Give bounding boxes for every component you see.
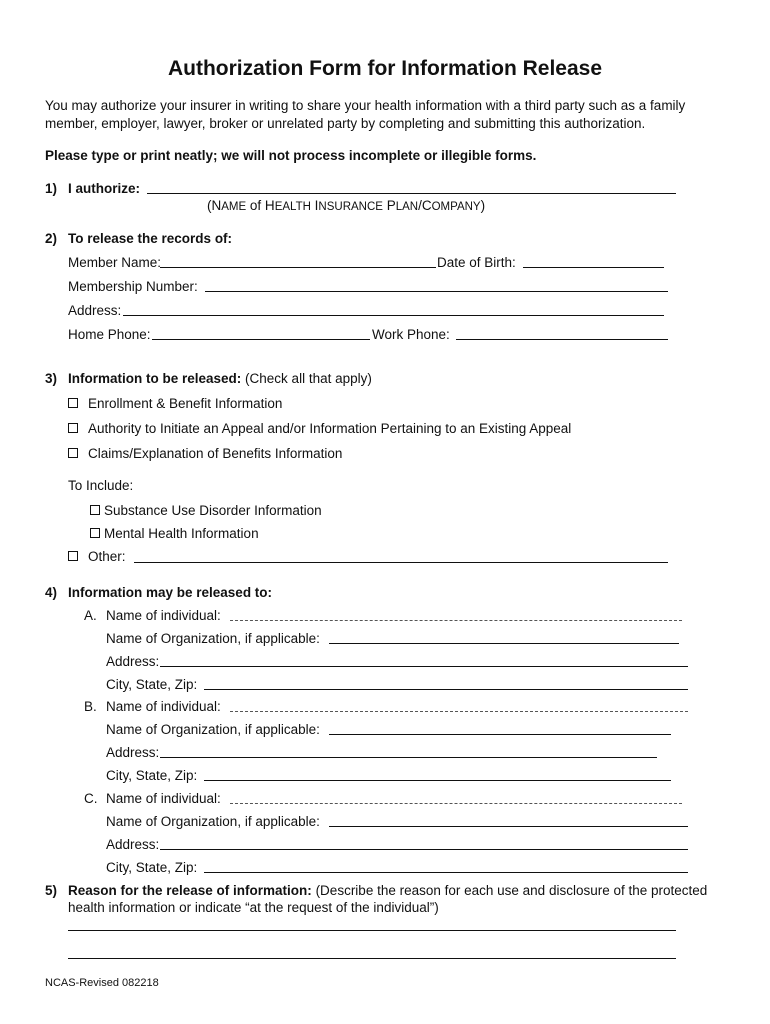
section2-heading: To release the records of: [68,231,233,246]
recipient-b-address-label: Address: [106,745,160,760]
section3-heading-line [68,371,372,386]
home-phone-label: Home Phone: [68,327,151,342]
recipient-b-name-field[interactable] [230,711,688,712]
recipient-c-address-field[interactable] [160,849,688,850]
option-appeal[interactable] [68,421,571,436]
checkbox[interactable] [68,448,78,458]
authorize-label: I authorize: [68,181,141,196]
recipient-c-name-field[interactable] [230,803,682,804]
checkbox[interactable] [68,551,78,561]
recipient-a-city-label: City, State, Zip: [106,677,198,692]
recipient-c-org-field[interactable] [329,826,688,827]
reason-field-1[interactable] [68,930,676,931]
section5-desc-2: health information or indicate “at the request of the individual”) [68,900,439,915]
recipient-b-letter: B. [84,699,97,714]
option-claims[interactable] [68,446,342,461]
checkbox[interactable] [68,423,78,433]
recipient-b-name-label: Name of individual: [106,699,221,714]
recipient-c-name-label: Name of individual: [106,791,221,806]
recipient-a-org-label: Name of Organization, if applicable: [106,631,320,646]
recipient-c-city-field[interactable] [204,872,688,873]
membership-number-field[interactable] [205,291,668,292]
recipient-b-city-label: City, State, Zip: [106,768,198,783]
section5-heading: Reason for the release of information: [68,883,312,898]
option-substance-use[interactable] [90,503,322,518]
recipient-b-address-field[interactable] [160,757,657,758]
member-address-label: Address: [68,303,122,318]
instruction-text: Please type or print neatly; we will not process incomplete or illegible forms. [45,148,537,163]
option-label: Enrollment & Benefit Information [88,396,283,411]
intro-text: You may authorize your insurer in writing to share your health information with a third party such as a family member, employer, lawyer, broker or unrelated party by completing and submitting this authorization. [45,98,686,131]
option-other[interactable] [68,549,126,564]
checkbox[interactable] [68,398,78,408]
recipient-c-city-label: City, State, Zip: [106,860,198,875]
checkbox[interactable] [90,528,100,538]
option-enrollment[interactable] [68,396,282,411]
membership-number-label: Membership Number: [68,279,198,294]
reason-field-2[interactable] [68,958,676,959]
option-label: Authority to Initiate an Appeal and/or Information Pertaining to an Existing Appeal [88,421,572,436]
section5-number: 5) [45,883,58,898]
recipient-c-org-label: Name of Organization, if applicable: [106,814,320,829]
work-phone-label: Work Phone: [372,327,450,342]
section2-number: 2) [45,231,58,246]
recipient-b-city-field[interactable] [204,780,671,781]
recipient-a-letter: A. [84,608,97,623]
option-label: Mental Health Information [104,526,259,541]
insurer-caption: (NAME of HEALTH INSURANCE PLAN/COMPANY) [207,198,486,213]
form-revision: NCAS-Revised 082218 [45,977,159,989]
recipient-b-org-label: Name of Organization, if applicable: [106,722,320,737]
section3-note: (Check all that apply) [245,371,372,386]
recipient-a-name-label: Name of individual: [106,608,221,623]
section5-heading-line [68,883,707,898]
dob-label: Date of Birth: [437,255,516,270]
section4-number: 4) [45,585,58,600]
option-label: Other: [88,549,126,564]
other-field[interactable] [134,562,668,563]
recipient-c-letter: C. [84,791,98,806]
insurer-name-field[interactable] [147,193,676,194]
recipient-a-name-field[interactable] [230,620,682,621]
member-name-field[interactable] [160,267,436,268]
work-phone-field[interactable] [456,339,668,340]
recipient-a-org-field[interactable] [329,643,679,644]
checkbox[interactable] [90,505,100,515]
section3-heading: Information to be released: [68,371,242,386]
recipient-a-address-field[interactable] [160,666,688,667]
option-mental-health[interactable] [90,526,259,541]
option-label: Substance Use Disorder Information [104,503,322,518]
section4-heading: Information may be released to: [68,585,273,600]
to-include-label: To Include: [68,478,134,493]
section1-number: 1) [45,181,58,196]
option-label: Claims/Explanation of Benefits Information [88,446,343,461]
recipient-c-address-label: Address: [106,837,160,852]
section3-number: 3) [45,371,58,386]
member-address-field[interactable] [123,315,664,316]
recipient-a-city-field[interactable] [204,689,688,690]
member-name-label: Member Name: [68,255,162,270]
home-phone-field[interactable] [152,339,370,340]
recipient-b-org-field[interactable] [329,734,671,735]
dob-field[interactable] [523,267,664,268]
recipient-a-address-label: Address: [106,654,160,669]
section5-desc: (Describe the reason for each use and disclosure of the protected [315,883,708,898]
page-title: Authorization Form for Information Release [167,57,603,80]
